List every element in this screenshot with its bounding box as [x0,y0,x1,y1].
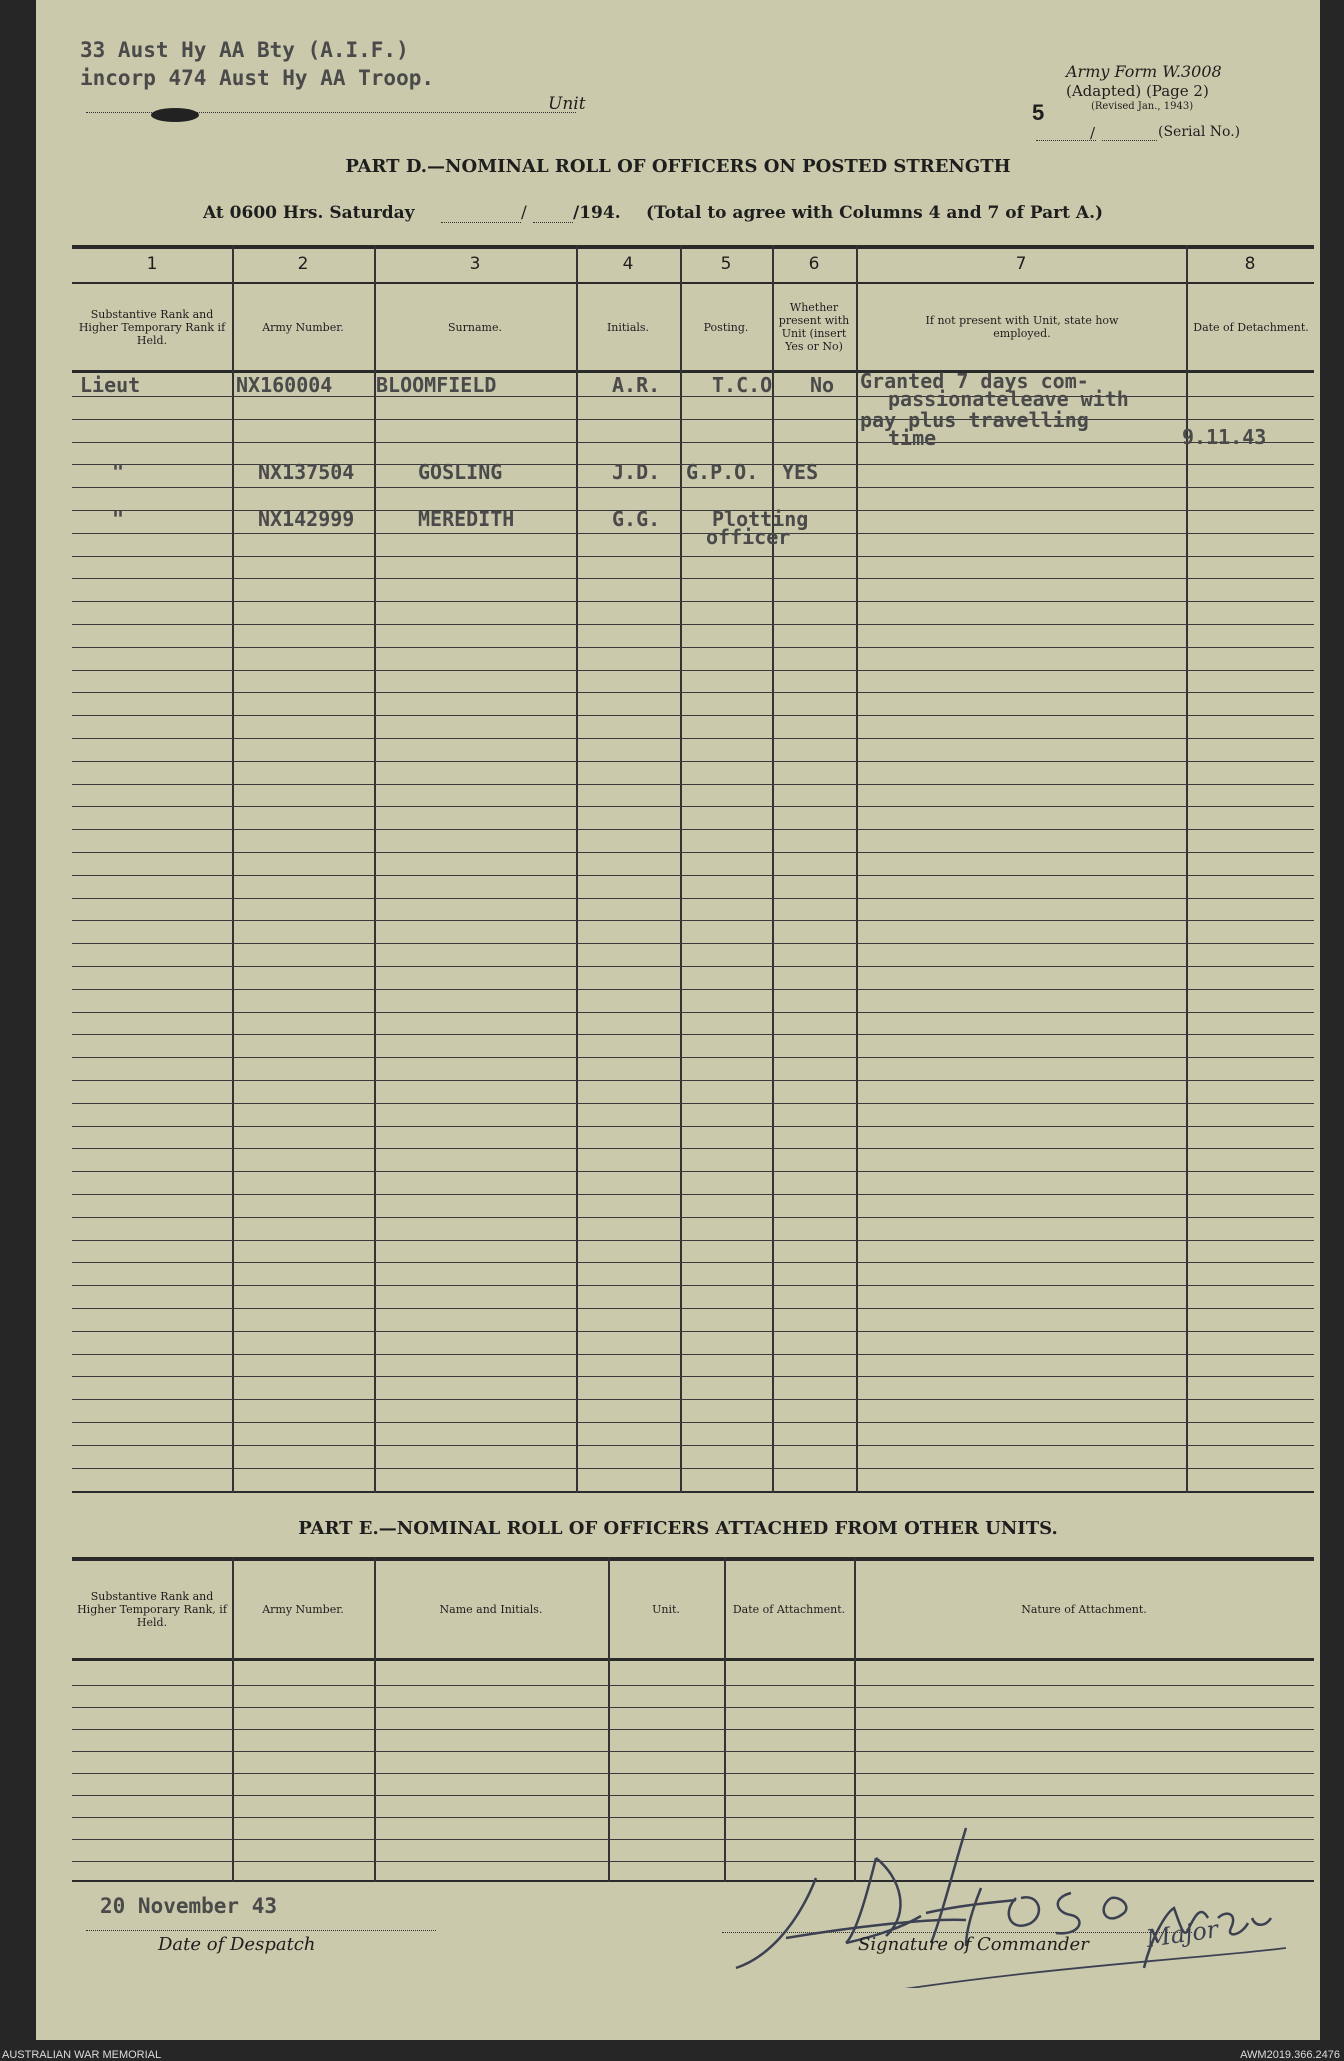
ruled-line [72,1285,1314,1286]
header-posting: Posting. [703,320,749,334]
credit-right: AWM2019.366.2476 [1240,2049,1340,2061]
serial-label: (Serial No.) [1158,124,1241,140]
entry-rank: " [112,460,125,484]
year-label: /194. [573,203,621,223]
ruled-line [72,1126,1314,1127]
ruled-line [72,601,1314,602]
entry-employed-line-1: Granted 7 days com- [860,369,1089,393]
ruled-line [72,852,1314,853]
entry-initials: G.G. [612,507,661,531]
entry-army-number: NX160004 [236,373,333,397]
ruled-line [72,1445,1314,1446]
entry-detachment-date: 9.11.43 [1182,425,1267,449]
ruled-line [72,1399,1314,1400]
header-how-employed: If not present with Unit, state how employed. [925,314,1119,340]
entry-army-number: NX142999 [258,507,355,531]
entry-posting: T.C.O [712,373,773,397]
ruled-line [72,784,1314,785]
ruled-line [72,1103,1314,1104]
entry-employed-line-4: time [888,426,937,450]
entry-employed-line-3: pay plus travelling [860,408,1089,432]
ruled-line [72,1331,1314,1332]
col-number-2: 2 [297,254,309,274]
header-name-initials: Name and Initials. [439,1602,543,1616]
header-surname: Surname. [448,320,502,334]
entry-surname: BLOOMFIELD [376,373,497,397]
entry-rank: " [112,507,125,531]
ruled-line [72,1422,1314,1423]
total-note: (Total to agree with Columns 4 and 7 of Part A.) [646,203,1104,223]
col-number-1: 1 [146,254,158,274]
col-divider [608,1557,610,1882]
ruled-line [72,1171,1314,1172]
ruled-line [72,1468,1314,1469]
header-army-number: Army Number. [262,1602,344,1616]
ruled-line [72,533,1314,534]
ruled-line [72,556,1314,557]
entry-posting-line-2: officer [706,525,791,549]
entry-initials: A.R. [612,373,661,397]
ink-blot [151,108,199,122]
col-divider [374,245,376,1493]
ruled-line [72,1685,1314,1686]
ruled-line [72,692,1314,693]
header-bottom-rule [72,1658,1314,1661]
header-rank: Substantive Rank and Higher Temporary Rank if Held. [78,307,226,347]
serial-dotted-1 [1036,140,1096,141]
entry-posting-line-1: Plotting [712,507,809,531]
ruled-line [72,1194,1314,1195]
ruled-line [72,738,1314,739]
col-divider [772,245,774,1493]
col-number-8: 8 [1244,254,1256,274]
ruled-line [72,1729,1314,1730]
entry-initials: J.D. [612,460,661,484]
ruled-line [72,715,1314,716]
ruled-line [72,1354,1314,1355]
ruled-line [72,1080,1314,1081]
header-date-attachment: Date of Attachment. [732,1602,846,1616]
ruled-line [72,1376,1314,1377]
unit-label: Unit [548,94,586,114]
unit-line-2: incorp 474 Aust Hy AA Troop. [80,66,435,90]
ruled-line [72,1034,1314,1035]
ruled-line [72,829,1314,830]
col-divider [856,245,858,1493]
despatch-label: Date of Despatch [158,1934,316,1955]
header-present: Whether present with Unit (insert Yes or No) [778,301,850,353]
ruled-line [72,920,1314,921]
entry-posting: G.P.O. [686,460,759,484]
entry-employed-line-2: passionateleave with [888,387,1129,411]
entry-army-number: NX137504 [258,460,355,484]
despatch-date: 20 November 43 [100,1894,278,1918]
day-dotted [441,222,521,223]
form-adapted-page: (Adapted) (Page 2) [1066,82,1209,100]
header-number-rule [72,282,1314,284]
ruled-line [72,1773,1314,1774]
credit-left: AUSTRALIAN WAR MEMORIAL [2,2049,162,2061]
ruled-line [72,875,1314,876]
despatch-dotted-line [86,1930,436,1931]
ruled-line [72,989,1314,990]
ruled-line [72,1795,1314,1796]
unit-line-1: 33 Aust Hy AA Bty (A.I.F.) [80,38,409,62]
ruled-line [72,806,1314,807]
form-revised: (Revised Jan., 1943) [1091,101,1194,112]
col-number-5: 5 [720,254,732,274]
signature-label: Signature of Commander [858,1934,1089,1955]
header-date-detachment: Date of Detachment. [1193,320,1309,334]
col-divider [232,245,234,1493]
ruled-line [72,1308,1314,1309]
at-hours-label: At 0600 Hrs. Saturday [203,203,415,223]
ruled-line [72,1148,1314,1149]
form-sheet [36,0,1320,2040]
ruled-line [72,1217,1314,1218]
ruled-line [72,624,1314,625]
ruled-line [72,898,1314,899]
serial-dotted-2 [1102,140,1157,141]
header-rank: Substantive Rank and Higher Temporary Rank, if Held. [77,1589,227,1629]
col-number-6: 6 [808,254,820,274]
part-e-title: PART E.—NOMINAL ROLL OF OFFICERS ATTACHED FROM OTHER UNITS. [298,1518,1058,1539]
part-d-title: PART D.—NOMINAL ROLL OF OFFICERS ON POSTED STRENGTH [345,156,1011,177]
ruled-line [72,761,1314,762]
col-number-7: 7 [1015,254,1027,274]
header-nature-attachment: Nature of Attachment. [1021,1602,1147,1616]
ruled-line [72,966,1314,967]
commander-signature [726,1818,1286,1988]
ruled-line [72,647,1314,648]
ruled-line [72,943,1314,944]
ruled-line [72,670,1314,671]
table-top-rule [72,1557,1314,1561]
header-unit: Unit. [652,1602,680,1616]
page-number: 5 [1032,100,1045,125]
ruled-line [72,1012,1314,1013]
entry-surname: GOSLING [418,460,503,484]
ruled-line [72,1751,1314,1752]
entry-rank: Lieut [80,373,141,397]
signature-rank: Major [1144,1915,1220,1953]
officers-posted-table [72,245,1314,1493]
col-divider [232,1557,234,1882]
col-divider [680,245,682,1493]
table-bottom-rule [72,1491,1314,1493]
col-number-3: 3 [469,254,481,274]
entry-surname: MEREDITH [418,507,515,531]
date-slash: / [521,203,527,223]
month-dotted [533,222,573,223]
col-number-4: 4 [622,254,634,274]
ruled-line [72,578,1314,579]
ruled-line [72,1240,1314,1241]
table-top-rule [72,245,1314,249]
header-army-number: Army Number. [262,320,344,334]
ruled-line [72,419,1314,420]
ruled-line [72,487,1314,488]
ruled-line [72,442,1314,443]
col-divider [374,1557,376,1882]
ruled-line [72,1262,1314,1263]
serial-slash: / [1090,124,1096,142]
ruled-line [72,1057,1314,1058]
army-form-number: Army Form W.3008 [1066,62,1222,81]
header-initials: Initials. [606,320,650,334]
ruled-line [72,1707,1314,1708]
col-divider [576,245,578,1493]
entry-present: YES [782,460,819,484]
entry-present: No [810,373,835,397]
